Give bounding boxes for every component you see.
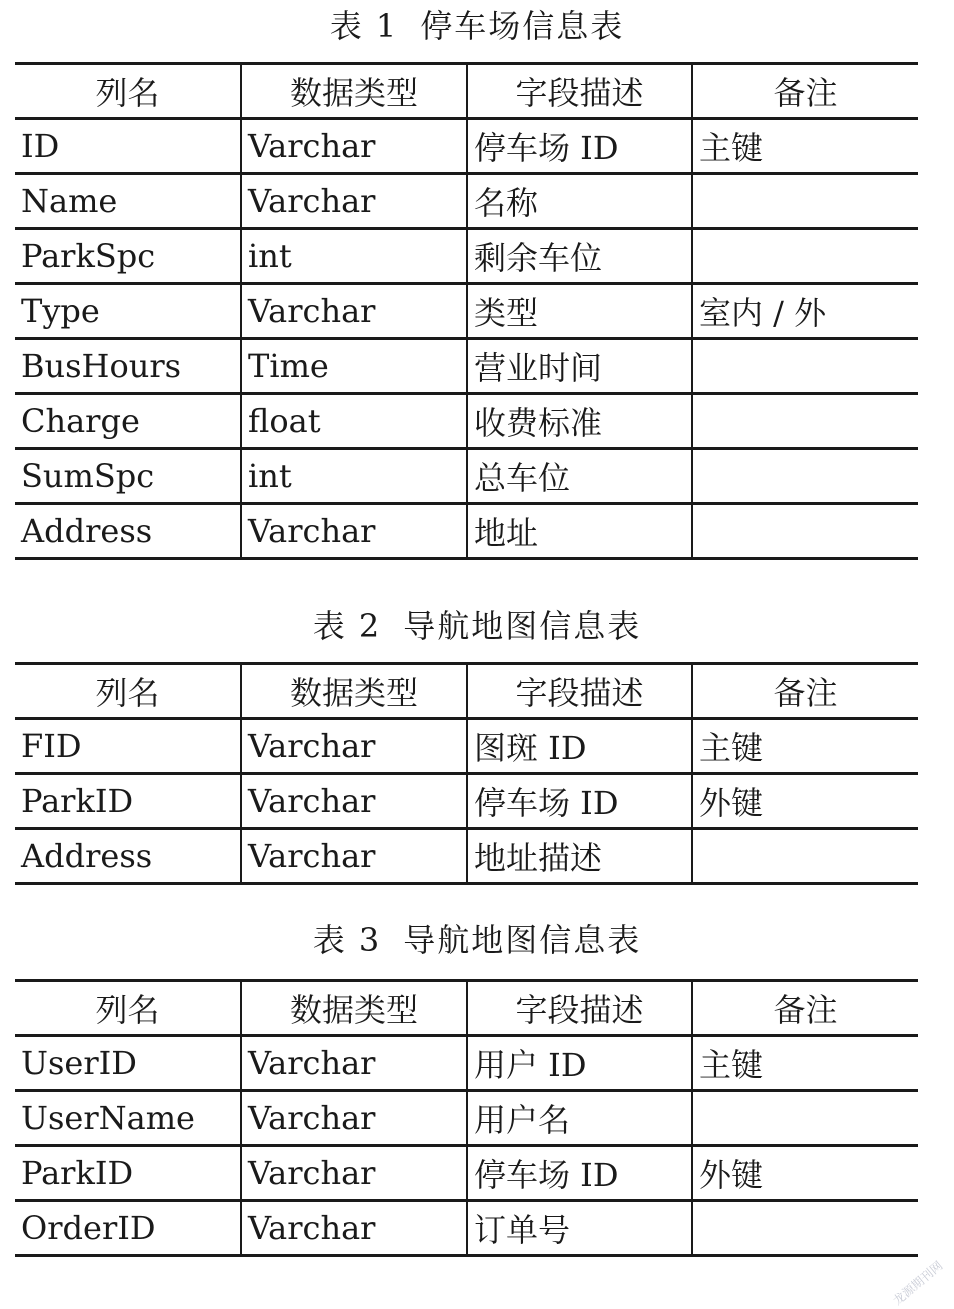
table-3-number: 表 3 (312, 921, 382, 959)
table-2-caption (0, 604, 954, 648)
table-header-row (15, 981, 918, 1036)
cell-remark: 主键 (692, 1036, 918, 1091)
cell-field-description: 停车场 ID (467, 774, 692, 829)
table-row (15, 394, 918, 449)
cell-field-description: 收费标准 (467, 394, 692, 449)
cell-data-type: Varchar (241, 1036, 467, 1091)
cell-column-name: Address (15, 829, 241, 884)
cell-data-type: Varchar (241, 119, 467, 174)
cell-remark (692, 394, 918, 449)
cell-field-description: 图斑 ID (467, 719, 692, 774)
cell-column-name: OrderID (15, 1201, 241, 1256)
cell-remark: 主键 (692, 719, 918, 774)
cell-remark (692, 339, 918, 394)
table-2-title: 导航地图信息表 (403, 607, 642, 645)
cell-column-name: FID (15, 719, 241, 774)
table-header-row (15, 64, 918, 119)
header-data-type: 数据类型 (241, 64, 467, 119)
cell-column-name: UserName (15, 1091, 241, 1146)
table-row (15, 829, 918, 884)
header-remark: 备注 (692, 981, 918, 1036)
header-data-type: 数据类型 (241, 981, 467, 1036)
cell-field-description: 名称 (467, 174, 692, 229)
header-column-name: 列名 (15, 64, 241, 119)
cell-field-description: 用户 ID (467, 1036, 692, 1091)
cell-column-name: Name (15, 174, 241, 229)
cell-data-type: Time (241, 339, 467, 394)
cell-field-description: 停车场 ID (467, 1146, 692, 1201)
table-row (15, 284, 918, 339)
cell-field-description: 停车场 ID (467, 119, 692, 174)
header-field-description: 字段描述 (467, 664, 692, 719)
table-1-title: 停车场信息表 (420, 7, 625, 45)
cell-data-type: float (241, 394, 467, 449)
cell-column-name: ParkID (15, 1146, 241, 1201)
cell-field-description: 订单号 (467, 1201, 692, 1256)
cell-field-description: 用户名 (467, 1091, 692, 1146)
header-remark: 备注 (692, 64, 918, 119)
table-row (15, 339, 918, 394)
table-row (15, 774, 918, 829)
cell-field-description: 营业时间 (467, 339, 692, 394)
table-row (15, 1036, 918, 1091)
table-row (15, 1091, 918, 1146)
navigation-map-table (15, 662, 918, 885)
cell-column-name: ParkSpc (15, 229, 241, 284)
table-row (15, 1201, 918, 1256)
cell-data-type: Varchar (241, 1091, 467, 1146)
cell-field-description: 总车位 (467, 449, 692, 504)
cell-data-type: int (241, 229, 467, 284)
table-row (15, 119, 918, 174)
table-1-caption (0, 4, 954, 48)
cell-field-description: 地址 (467, 504, 692, 559)
cell-data-type: Varchar (241, 774, 467, 829)
cell-remark (692, 829, 918, 884)
cell-data-type: Varchar (241, 1201, 467, 1256)
cell-column-name: Type (15, 284, 241, 339)
cell-data-type: Varchar (241, 504, 467, 559)
cell-data-type: Varchar (241, 829, 467, 884)
cell-column-name: UserID (15, 1036, 241, 1091)
header-column-name: 列名 (15, 664, 241, 719)
cell-column-name: Charge (15, 394, 241, 449)
cell-column-name: BusHours (15, 339, 241, 394)
cell-column-name: ParkID (15, 774, 241, 829)
cell-data-type: Varchar (241, 284, 467, 339)
cell-remark (692, 1091, 918, 1146)
cell-field-description: 地址描述 (467, 829, 692, 884)
cell-column-name: Address (15, 504, 241, 559)
cell-remark (692, 449, 918, 504)
cell-remark (692, 504, 918, 559)
table-2-number: 表 2 (312, 607, 382, 645)
header-data-type: 数据类型 (241, 664, 467, 719)
cell-field-description: 剩余车位 (467, 229, 692, 284)
user-order-table (15, 979, 918, 1257)
header-field-description: 字段描述 (467, 981, 692, 1036)
cell-data-type: Varchar (241, 719, 467, 774)
cell-field-description: 类型 (467, 284, 692, 339)
cell-remark (692, 1201, 918, 1256)
cell-data-type: Varchar (241, 174, 467, 229)
cell-remark: 外键 (692, 1146, 918, 1201)
table-row (15, 449, 918, 504)
cell-data-type: int (241, 449, 467, 504)
table-row (15, 229, 918, 284)
table-row (15, 174, 918, 229)
table-1-number: 表 1 (329, 7, 399, 45)
table-3-title: 导航地图信息表 (403, 921, 642, 959)
cell-column-name: ID (15, 119, 241, 174)
header-column-name: 列名 (15, 981, 241, 1036)
table-row (15, 504, 918, 559)
cell-remark: 室内 / 外 (692, 284, 918, 339)
cell-remark: 主键 (692, 119, 918, 174)
parking-lot-table (15, 62, 918, 560)
cell-remark: 外键 (692, 774, 918, 829)
header-field-description: 字段描述 (467, 64, 692, 119)
table-header-row (15, 664, 918, 719)
cell-remark (692, 229, 918, 284)
table-row (15, 719, 918, 774)
cell-remark (692, 174, 918, 229)
header-remark: 备注 (692, 664, 918, 719)
table-row (15, 1146, 918, 1201)
table-3-caption (0, 918, 954, 962)
cell-column-name: SumSpc (15, 449, 241, 504)
watermark: 龙源期刊网 (890, 1258, 946, 1308)
cell-data-type: Varchar (241, 1146, 467, 1201)
